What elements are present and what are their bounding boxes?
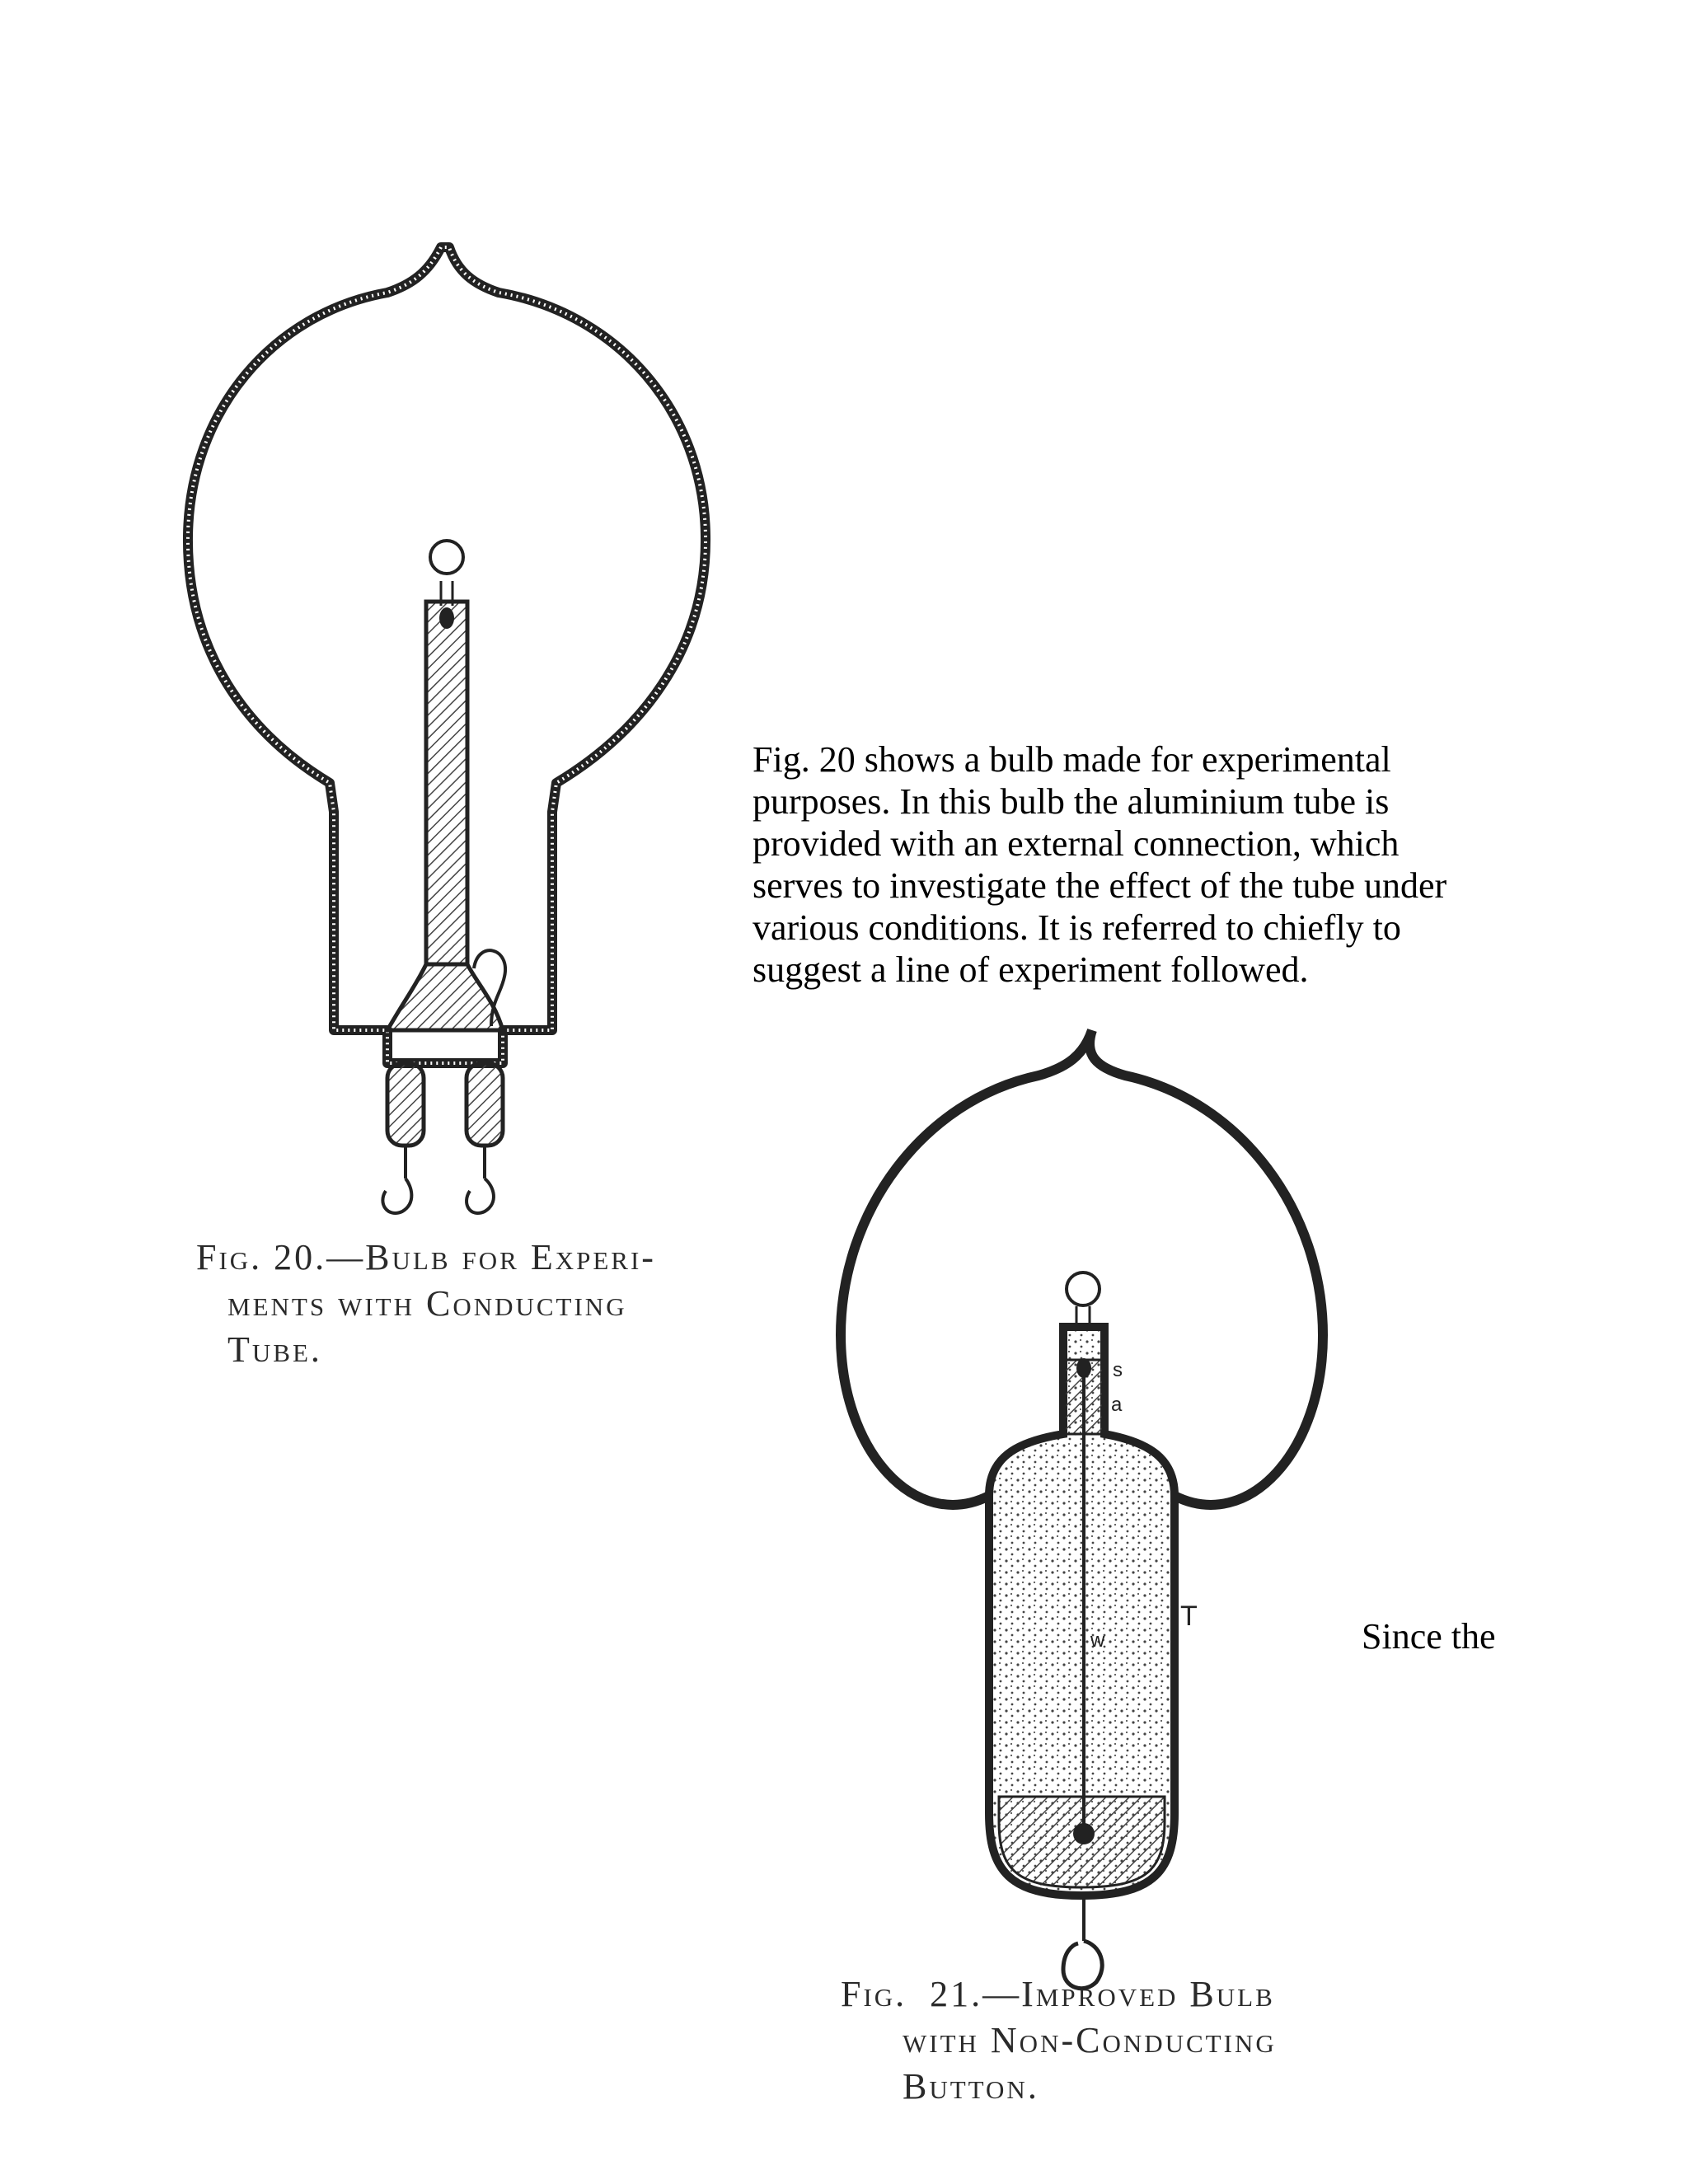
figure-21-caption-line-1: Fig. 21.—Improved Bulb (841, 1974, 1275, 2014)
label-w: w (1090, 1629, 1105, 1652)
label-a: a (1111, 1394, 1123, 1416)
figure-20-caption-line-1: Fig. 20.—Bulb for Experi- (196, 1237, 656, 1277)
tube21-top-button (1067, 1272, 1100, 1305)
continuation-text: Since the (1362, 1616, 1496, 1657)
figure-21-caption-line-2: with Non-Conducting (903, 2020, 1277, 2060)
figure-20-caption-line-3: Tube. (227, 1329, 322, 1370)
figure-21-caption (841, 1971, 1277, 2110)
label-s: s (1113, 1359, 1123, 1381)
figure-20-caption-line-2: ments with Conducting (227, 1283, 627, 1324)
label-T: T (1180, 1601, 1198, 1632)
fig20-description-paragraph: Fig. 20 shows a bulb made for experimental purposes. In this bulb the aluminium tube is provided with an external connection, which serves to investigate the effect of the tube under various conditions. It is referred to chiefly to suggest a line of experiment followed. (753, 739, 1447, 990)
figure-21-caption-line-3: Button. (903, 2066, 1039, 2107)
